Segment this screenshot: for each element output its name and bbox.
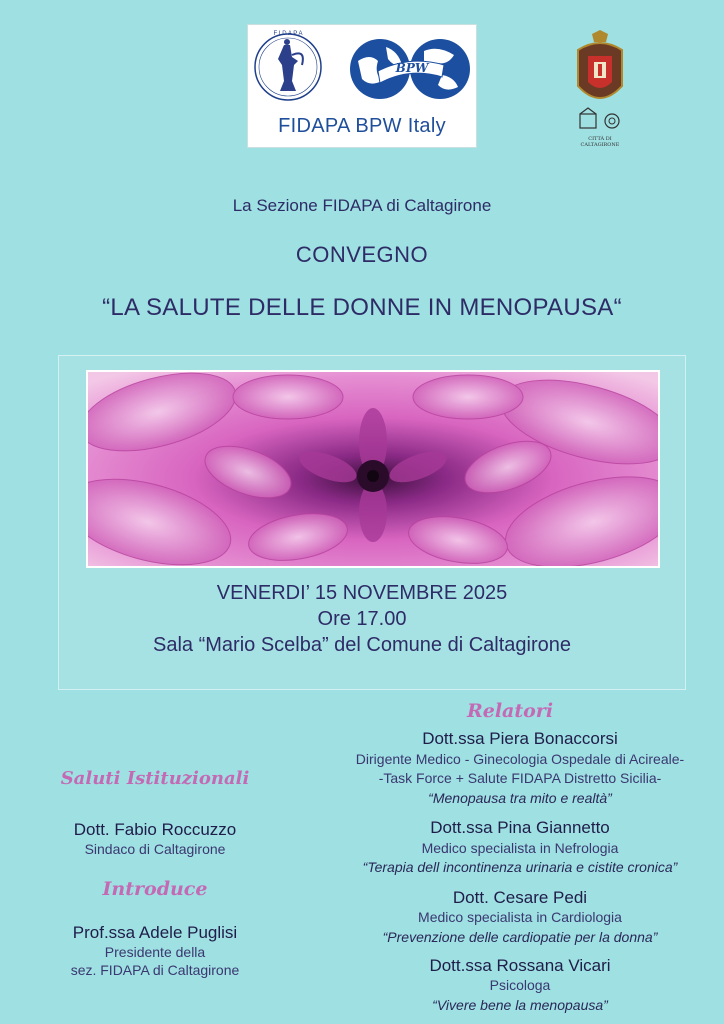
logo-graphics bbox=[248, 25, 476, 115]
event-venue: Sala “Mario Scelba” del Comune di Caltagirone bbox=[153, 634, 571, 656]
event-title: “LA SALUTE DELLE DONNE IN MENOPAUSA“ bbox=[102, 294, 622, 321]
speaker-3-role-line1: Medico specialista in Cardiologia bbox=[418, 909, 622, 925]
relatori-heading: Relatori bbox=[466, 700, 554, 722]
city-crest bbox=[570, 30, 630, 148]
introduce-name: Prof.ssa Adele Puglisi bbox=[72, 923, 238, 942]
event-type: CONVEGNO bbox=[295, 242, 429, 267]
section-line: La Sezione FIDAPA di Caltagirone bbox=[232, 196, 492, 215]
fidapa-seal-icon bbox=[255, 34, 321, 100]
speaker-4-talk: “Vivere bene la menopausa” bbox=[432, 997, 608, 1013]
speaker-2-talk: “Terapia dell incontinenza urinaria e cistite cronica” bbox=[362, 859, 678, 875]
speaker-3-name: Dott. Cesare Pedi bbox=[452, 888, 588, 907]
saluti-role: Sindaco di Caltagirone bbox=[84, 841, 226, 857]
event-date: VENERDI’ 15 NOVEMBRE 2025 bbox=[216, 582, 508, 604]
speaker-2-role-line1: Medico specialista in Nefrologia bbox=[421, 840, 619, 856]
introduce-role-line1: Presidente della bbox=[104, 944, 206, 960]
speaker-1-talk: “Menopausa tra mito e realtà” bbox=[428, 790, 612, 806]
introduce-heading: Introduce bbox=[102, 878, 208, 900]
crest-caption: CITTÀ DI CALTAGIRONE bbox=[580, 136, 620, 148]
fidapa-logo bbox=[247, 24, 477, 148]
logo-text: FIDAPA BPW Italy bbox=[278, 115, 446, 137]
speaker-2-name: Dott.ssa Pina Giannetto bbox=[430, 818, 610, 837]
dahlia-flower-icon bbox=[88, 372, 658, 566]
event-time: Ore 17.00 bbox=[317, 608, 407, 630]
caltagirone-crest-icon bbox=[570, 30, 630, 135]
bpw-badge-text: BPW bbox=[395, 61, 429, 75]
speaker-4-role-line1: Psicologa bbox=[489, 977, 551, 993]
introduce-role-line2: sez. FIDAPA di Caltagirone bbox=[70, 962, 240, 978]
speaker-1-role-line2: -Task Force + Salute FIDAPA Distretto Sicilia- bbox=[378, 770, 662, 786]
seal-text: F I D A P A bbox=[273, 31, 303, 37]
speaker-1-name: Dott.ssa Piera Bonaccorsi bbox=[422, 729, 618, 748]
speaker-3-talk: “Prevenzione delle cardiopatie per la donna” bbox=[382, 929, 658, 945]
speaker-4-name: Dott.ssa Rossana Vicari bbox=[429, 956, 611, 975]
speaker-1-role-line1: Dirigente Medico - Ginecologia Ospedale di Acireale- bbox=[355, 751, 685, 767]
saluti-name: Dott. Fabio Roccuzzo bbox=[73, 820, 237, 839]
saluti-heading: Saluti Istituzionali bbox=[60, 768, 250, 789]
dahlia-photo bbox=[86, 370, 660, 568]
